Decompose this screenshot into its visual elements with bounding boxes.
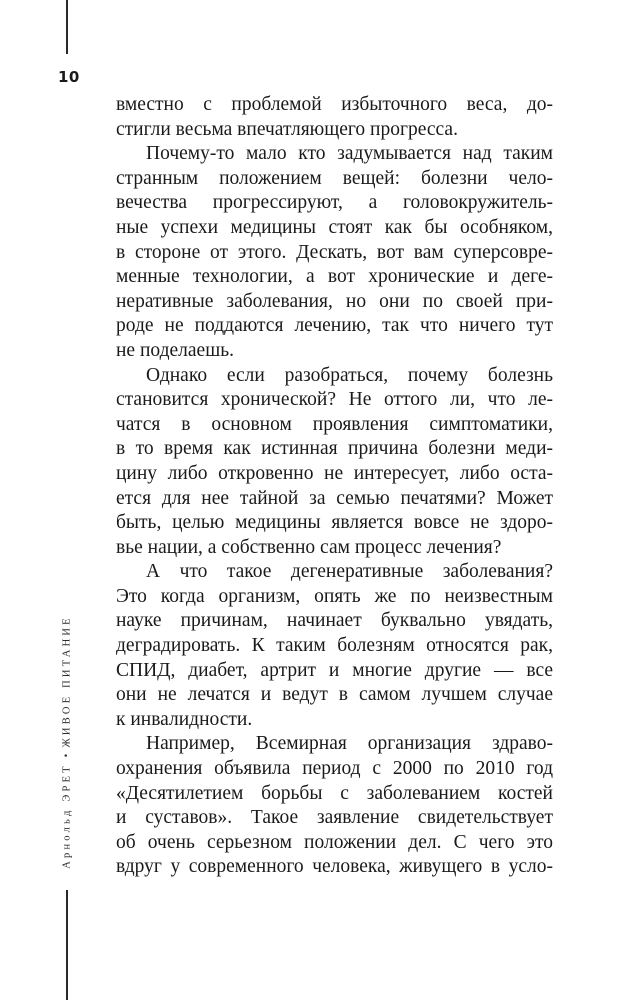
text-line: быть, целью медицины является вовсе не здоро-	[116, 512, 553, 534]
text-line: Почему-то мало кто задумывается над таким	[146, 143, 553, 165]
text-line: Однако если разобраться, почему болезнь	[146, 364, 553, 386]
text-line: неративные заболевания, но они по своей при-	[116, 290, 553, 312]
text-line: к инвалидности.	[116, 708, 253, 730]
text-line: А что такое дегенеративные заболевания?	[146, 561, 553, 583]
running-header-title: ЖИВОЕ ПИТАНИЕ	[61, 615, 73, 748]
margin-rule-top	[66, 0, 68, 54]
text-line: и суставов». Такое заявление свидетельствует	[116, 807, 553, 829]
text-line: чатся в основном проявления симптоматики,	[116, 413, 553, 435]
running-header	[62, 615, 73, 869]
text-line: менные технологии, а вот хронические и деге-	[116, 266, 553, 288]
text-line: вдруг у современного человека, живущего в усло-	[116, 856, 553, 878]
text-line: в то время как истинная причина болезни меди-	[116, 438, 553, 460]
text-line: Например, Всемирная организация здраво-	[146, 733, 553, 755]
margin-rule-bottom	[66, 890, 68, 1000]
text-line: ется для нее тайной за семью печатями? Может	[116, 487, 553, 509]
running-header-separator: •	[61, 753, 73, 758]
text-line: Это когда организм, опять же по неизвестным	[116, 585, 553, 607]
text-line: науке причинам, начинает буквально увядать,	[116, 610, 553, 632]
text-line: вье нации, а собственно сам процесс лечения?	[116, 536, 502, 558]
text-line: они не лечатся и ведут в самом лучшем случае	[116, 684, 553, 706]
running-header-author: Арнольд ЭРЕТ	[61, 763, 73, 869]
text-line: об очень серьезном положении дел. С чего это	[116, 831, 553, 853]
text-line: в стороне от этого. Дескать, вот вам суперсовре-	[116, 241, 553, 263]
text-line: деградировать. К таким болезням относятся рак,	[116, 635, 553, 657]
text-line: вечества прогрессируют, а головокружитель-	[116, 192, 553, 214]
text-line: ные успехи медицины стоят как бы особняком,	[116, 216, 553, 238]
text-line: становится хронической? Не оттого ли, что ле-	[116, 389, 553, 411]
text-line: стигли весьма впечатляющего прогресса.	[116, 118, 458, 140]
text-line: охранения объявила период с 2000 по 2010 год	[116, 758, 553, 780]
text-line: вместно с проблемой избыточного веса, до-	[116, 94, 553, 115]
body-text	[116, 93, 553, 880]
text-line: СПИД, диабет, артрит и многие другие — все	[116, 659, 553, 681]
text-line: «Десятилетием борьбы с заболеванием костей	[116, 782, 553, 804]
text-line: цину либо откровенно не интересует, либо оста-	[116, 462, 553, 484]
text-line: странным положением вещей: болезни чело-	[116, 167, 553, 189]
text-line: роде не поддаются лечению, так что ничего тут	[116, 315, 553, 337]
text-line: не поделаешь.	[116, 339, 234, 361]
page-number: 10	[58, 68, 80, 86]
